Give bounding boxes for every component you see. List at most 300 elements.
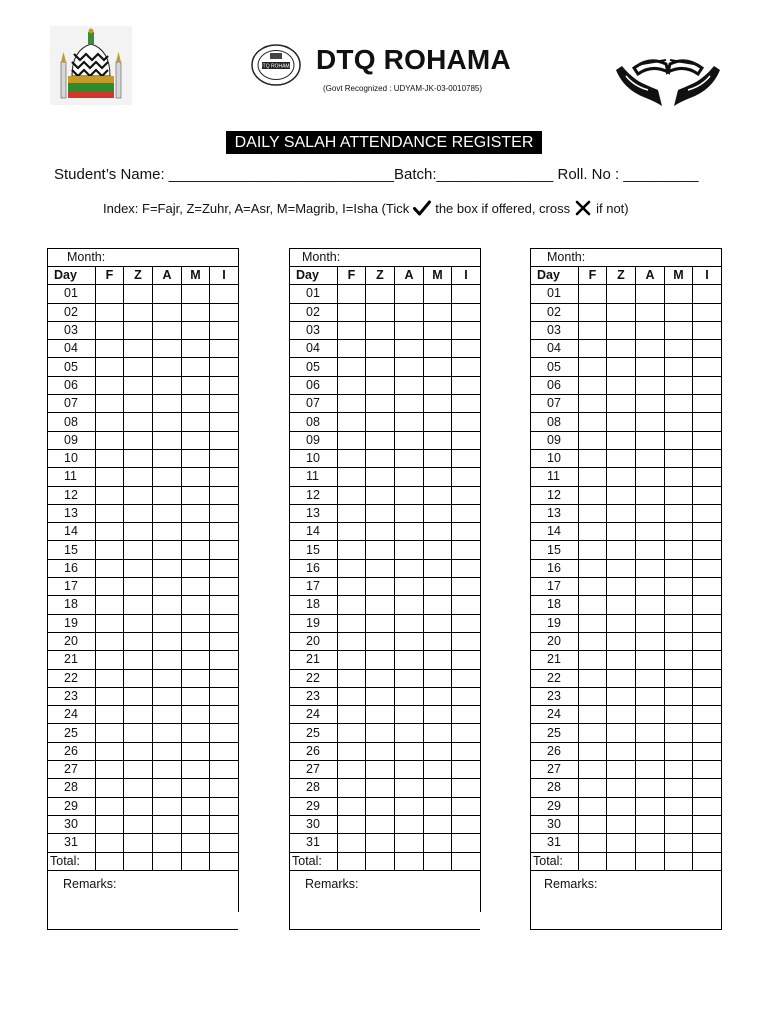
attendance-cell[interactable] <box>366 578 395 596</box>
attendance-cell[interactable] <box>424 742 452 760</box>
attendance-cell[interactable] <box>693 724 722 742</box>
attendance-cell[interactable] <box>153 761 182 779</box>
attendance-cell[interactable] <box>395 834 424 852</box>
attendance-cell[interactable] <box>452 797 481 815</box>
attendance-cell[interactable] <box>210 486 239 504</box>
attendance-cell[interactable] <box>607 376 636 394</box>
attendance-cell[interactable] <box>665 797 693 815</box>
attendance-cell[interactable] <box>153 504 182 522</box>
attendance-cell[interactable] <box>338 779 366 797</box>
attendance-cell[interactable] <box>452 779 481 797</box>
attendance-cell[interactable] <box>210 724 239 742</box>
attendance-cell[interactable] <box>693 486 722 504</box>
attendance-cell[interactable] <box>182 413 210 431</box>
attendance-cell[interactable] <box>182 358 210 376</box>
attendance-cell[interactable] <box>579 413 607 431</box>
attendance-cell[interactable] <box>182 651 210 669</box>
attendance-cell[interactable] <box>579 724 607 742</box>
attendance-cell[interactable] <box>182 761 210 779</box>
attendance-cell[interactable] <box>338 706 366 724</box>
attendance-cell[interactable] <box>124 504 153 522</box>
attendance-cell[interactable] <box>579 559 607 577</box>
attendance-cell[interactable] <box>665 651 693 669</box>
attendance-cell[interactable] <box>636 724 665 742</box>
attendance-cell[interactable] <box>693 559 722 577</box>
attendance-cell[interactable] <box>182 541 210 559</box>
attendance-cell[interactable] <box>395 504 424 522</box>
attendance-cell[interactable] <box>579 541 607 559</box>
attendance-cell[interactable] <box>210 559 239 577</box>
attendance-cell[interactable] <box>665 449 693 467</box>
attendance-cell[interactable] <box>124 614 153 632</box>
attendance-cell[interactable] <box>366 815 395 833</box>
attendance-cell[interactable] <box>338 614 366 632</box>
attendance-cell[interactable] <box>210 797 239 815</box>
attendance-cell[interactable] <box>124 797 153 815</box>
attendance-cell[interactable] <box>607 358 636 376</box>
attendance-cell[interactable] <box>96 797 124 815</box>
attendance-cell[interactable] <box>366 761 395 779</box>
attendance-cell[interactable] <box>636 486 665 504</box>
attendance-cell[interactable] <box>424 321 452 339</box>
attendance-cell[interactable] <box>210 504 239 522</box>
attendance-cell[interactable] <box>452 724 481 742</box>
total-cell[interactable] <box>636 852 665 870</box>
attendance-cell[interactable] <box>210 815 239 833</box>
attendance-cell[interactable] <box>153 651 182 669</box>
attendance-cell[interactable] <box>665 358 693 376</box>
attendance-cell[interactable] <box>124 706 153 724</box>
attendance-cell[interactable] <box>636 468 665 486</box>
total-cell[interactable] <box>366 852 395 870</box>
attendance-cell[interactable] <box>395 413 424 431</box>
attendance-cell[interactable] <box>182 376 210 394</box>
attendance-cell[interactable] <box>96 541 124 559</box>
attendance-cell[interactable] <box>395 541 424 559</box>
attendance-cell[interactable] <box>636 358 665 376</box>
attendance-cell[interactable] <box>153 541 182 559</box>
attendance-cell[interactable] <box>182 797 210 815</box>
attendance-cell[interactable] <box>665 687 693 705</box>
attendance-cell[interactable] <box>636 321 665 339</box>
attendance-cell[interactable] <box>579 285 607 303</box>
attendance-cell[interactable] <box>210 761 239 779</box>
remarks-area[interactable] <box>531 894 720 928</box>
attendance-cell[interactable] <box>338 431 366 449</box>
attendance-cell[interactable] <box>452 596 481 614</box>
attendance-cell[interactable] <box>452 303 481 321</box>
attendance-cell[interactable] <box>636 285 665 303</box>
attendance-cell[interactable] <box>338 395 366 413</box>
attendance-cell[interactable] <box>338 321 366 339</box>
attendance-cell[interactable] <box>366 468 395 486</box>
attendance-cell[interactable] <box>338 376 366 394</box>
attendance-cell[interactable] <box>366 669 395 687</box>
attendance-cell[interactable] <box>366 614 395 632</box>
attendance-cell[interactable] <box>424 669 452 687</box>
attendance-cell[interactable] <box>665 285 693 303</box>
attendance-cell[interactable] <box>338 669 366 687</box>
total-cell[interactable] <box>607 852 636 870</box>
attendance-cell[interactable] <box>424 559 452 577</box>
attendance-cell[interactable] <box>395 706 424 724</box>
attendance-cell[interactable] <box>607 303 636 321</box>
attendance-cell[interactable] <box>607 797 636 815</box>
attendance-cell[interactable] <box>210 651 239 669</box>
total-cell[interactable] <box>579 852 607 870</box>
attendance-cell[interactable] <box>182 614 210 632</box>
attendance-cell[interactable] <box>96 431 124 449</box>
attendance-cell[interactable] <box>665 413 693 431</box>
attendance-cell[interactable] <box>665 541 693 559</box>
attendance-cell[interactable] <box>636 815 665 833</box>
attendance-cell[interactable] <box>338 578 366 596</box>
attendance-cell[interactable] <box>607 706 636 724</box>
attendance-cell[interactable] <box>153 486 182 504</box>
total-cell[interactable] <box>452 852 481 870</box>
attendance-cell[interactable] <box>607 431 636 449</box>
attendance-cell[interactable] <box>579 376 607 394</box>
attendance-cell[interactable] <box>452 285 481 303</box>
attendance-cell[interactable] <box>210 431 239 449</box>
attendance-cell[interactable] <box>395 321 424 339</box>
attendance-cell[interactable] <box>366 632 395 650</box>
attendance-cell[interactable] <box>693 742 722 760</box>
attendance-cell[interactable] <box>395 303 424 321</box>
attendance-cell[interactable] <box>424 651 452 669</box>
attendance-cell[interactable] <box>338 632 366 650</box>
attendance-cell[interactable] <box>338 797 366 815</box>
attendance-cell[interactable] <box>395 724 424 742</box>
attendance-cell[interactable] <box>96 358 124 376</box>
total-cell[interactable] <box>395 852 424 870</box>
attendance-cell[interactable] <box>338 815 366 833</box>
attendance-cell[interactable] <box>124 358 153 376</box>
attendance-cell[interactable] <box>579 468 607 486</box>
attendance-cell[interactable] <box>665 596 693 614</box>
attendance-cell[interactable] <box>579 669 607 687</box>
attendance-cell[interactable] <box>424 303 452 321</box>
attendance-cell[interactable] <box>579 761 607 779</box>
attendance-cell[interactable] <box>395 742 424 760</box>
attendance-cell[interactable] <box>665 761 693 779</box>
attendance-cell[interactable] <box>182 303 210 321</box>
attendance-cell[interactable] <box>182 449 210 467</box>
attendance-cell[interactable] <box>665 376 693 394</box>
attendance-cell[interactable] <box>424 578 452 596</box>
attendance-cell[interactable] <box>338 285 366 303</box>
attendance-cell[interactable] <box>636 779 665 797</box>
attendance-cell[interactable] <box>693 779 722 797</box>
attendance-cell[interactable] <box>153 468 182 486</box>
attendance-cell[interactable] <box>579 321 607 339</box>
attendance-cell[interactable] <box>338 541 366 559</box>
attendance-cell[interactable] <box>452 669 481 687</box>
attendance-cell[interactable] <box>693 303 722 321</box>
attendance-cell[interactable] <box>153 687 182 705</box>
attendance-cell[interactable] <box>366 285 395 303</box>
attendance-cell[interactable] <box>607 321 636 339</box>
attendance-cell[interactable] <box>452 449 481 467</box>
attendance-cell[interactable] <box>124 486 153 504</box>
attendance-cell[interactable] <box>424 815 452 833</box>
attendance-cell[interactable] <box>182 504 210 522</box>
attendance-cell[interactable] <box>96 523 124 541</box>
attendance-cell[interactable] <box>96 395 124 413</box>
attendance-cell[interactable] <box>607 815 636 833</box>
attendance-cell[interactable] <box>452 358 481 376</box>
attendance-cell[interactable] <box>665 834 693 852</box>
attendance-cell[interactable] <box>338 340 366 358</box>
attendance-cell[interactable] <box>636 413 665 431</box>
attendance-cell[interactable] <box>636 632 665 650</box>
attendance-cell[interactable] <box>395 779 424 797</box>
attendance-cell[interactable] <box>607 559 636 577</box>
attendance-cell[interactable] <box>424 340 452 358</box>
attendance-cell[interactable] <box>366 779 395 797</box>
attendance-cell[interactable] <box>366 486 395 504</box>
attendance-cell[interactable] <box>153 358 182 376</box>
attendance-cell[interactable] <box>338 596 366 614</box>
attendance-cell[interactable] <box>124 303 153 321</box>
attendance-cell[interactable] <box>210 687 239 705</box>
attendance-cell[interactable] <box>636 614 665 632</box>
attendance-cell[interactable] <box>693 468 722 486</box>
attendance-cell[interactable] <box>366 395 395 413</box>
attendance-cell[interactable] <box>124 559 153 577</box>
attendance-cell[interactable] <box>424 449 452 467</box>
attendance-cell[interactable] <box>182 395 210 413</box>
attendance-cell[interactable] <box>395 486 424 504</box>
attendance-cell[interactable] <box>636 651 665 669</box>
attendance-cell[interactable] <box>452 376 481 394</box>
attendance-cell[interactable] <box>579 523 607 541</box>
attendance-cell[interactable] <box>153 321 182 339</box>
attendance-cell[interactable] <box>607 413 636 431</box>
attendance-cell[interactable] <box>153 559 182 577</box>
attendance-cell[interactable] <box>153 779 182 797</box>
attendance-cell[interactable] <box>395 285 424 303</box>
attendance-cell[interactable] <box>579 431 607 449</box>
attendance-cell[interactable] <box>424 761 452 779</box>
attendance-cell[interactable] <box>452 395 481 413</box>
attendance-cell[interactable] <box>210 303 239 321</box>
attendance-cell[interactable] <box>210 321 239 339</box>
attendance-cell[interactable] <box>366 523 395 541</box>
attendance-cell[interactable] <box>96 413 124 431</box>
attendance-cell[interactable] <box>636 669 665 687</box>
attendance-cell[interactable] <box>366 340 395 358</box>
attendance-cell[interactable] <box>424 596 452 614</box>
attendance-cell[interactable] <box>182 578 210 596</box>
attendance-cell[interactable] <box>153 376 182 394</box>
attendance-cell[interactable] <box>395 523 424 541</box>
attendance-cell[interactable] <box>693 285 722 303</box>
attendance-cell[interactable] <box>395 449 424 467</box>
attendance-cell[interactable] <box>124 834 153 852</box>
attendance-cell[interactable] <box>124 596 153 614</box>
attendance-cell[interactable] <box>96 834 124 852</box>
attendance-cell[interactable] <box>636 504 665 522</box>
attendance-cell[interactable] <box>607 596 636 614</box>
attendance-cell[interactable] <box>210 779 239 797</box>
attendance-cell[interactable] <box>96 340 124 358</box>
attendance-cell[interactable] <box>607 285 636 303</box>
attendance-cell[interactable] <box>395 669 424 687</box>
attendance-cell[interactable] <box>607 632 636 650</box>
attendance-cell[interactable] <box>153 815 182 833</box>
attendance-cell[interactable] <box>153 413 182 431</box>
attendance-cell[interactable] <box>607 395 636 413</box>
total-cell[interactable] <box>424 852 452 870</box>
attendance-cell[interactable] <box>96 578 124 596</box>
total-cell[interactable] <box>96 852 124 870</box>
attendance-cell[interactable] <box>210 395 239 413</box>
attendance-cell[interactable] <box>124 449 153 467</box>
attendance-cell[interactable] <box>424 724 452 742</box>
attendance-cell[interactable] <box>665 614 693 632</box>
attendance-cell[interactable] <box>182 340 210 358</box>
attendance-cell[interactable] <box>366 724 395 742</box>
attendance-cell[interactable] <box>452 413 481 431</box>
attendance-cell[interactable] <box>636 303 665 321</box>
total-cell[interactable] <box>182 852 210 870</box>
attendance-cell[interactable] <box>424 413 452 431</box>
attendance-cell[interactable] <box>153 303 182 321</box>
attendance-cell[interactable] <box>665 321 693 339</box>
attendance-cell[interactable] <box>182 431 210 449</box>
attendance-cell[interactable] <box>395 797 424 815</box>
attendance-cell[interactable] <box>124 285 153 303</box>
attendance-cell[interactable] <box>452 614 481 632</box>
attendance-cell[interactable] <box>452 632 481 650</box>
attendance-cell[interactable] <box>96 303 124 321</box>
attendance-cell[interactable] <box>424 523 452 541</box>
attendance-cell[interactable] <box>424 468 452 486</box>
attendance-cell[interactable] <box>636 687 665 705</box>
attendance-cell[interactable] <box>607 504 636 522</box>
attendance-cell[interactable] <box>210 285 239 303</box>
attendance-cell[interactable] <box>96 376 124 394</box>
attendance-cell[interactable] <box>579 340 607 358</box>
attendance-cell[interactable] <box>338 724 366 742</box>
attendance-cell[interactable] <box>665 486 693 504</box>
attendance-cell[interactable] <box>424 797 452 815</box>
attendance-cell[interactable] <box>366 413 395 431</box>
attendance-cell[interactable] <box>124 815 153 833</box>
attendance-cell[interactable] <box>607 742 636 760</box>
attendance-cell[interactable] <box>665 578 693 596</box>
attendance-cell[interactable] <box>124 632 153 650</box>
attendance-cell[interactable] <box>579 834 607 852</box>
attendance-cell[interactable] <box>665 468 693 486</box>
attendance-cell[interactable] <box>579 614 607 632</box>
attendance-cell[interactable] <box>665 340 693 358</box>
attendance-cell[interactable] <box>96 687 124 705</box>
total-cell[interactable] <box>153 852 182 870</box>
attendance-cell[interactable] <box>124 779 153 797</box>
attendance-cell[interactable] <box>607 779 636 797</box>
attendance-cell[interactable] <box>452 541 481 559</box>
attendance-cell[interactable] <box>693 578 722 596</box>
attendance-cell[interactable] <box>96 559 124 577</box>
attendance-cell[interactable] <box>452 340 481 358</box>
attendance-cell[interactable] <box>366 651 395 669</box>
attendance-cell[interactable] <box>210 706 239 724</box>
attendance-cell[interactable] <box>210 449 239 467</box>
attendance-cell[interactable] <box>636 596 665 614</box>
attendance-cell[interactable] <box>153 285 182 303</box>
attendance-cell[interactable] <box>579 358 607 376</box>
attendance-cell[interactable] <box>210 468 239 486</box>
attendance-cell[interactable] <box>395 559 424 577</box>
attendance-cell[interactable] <box>96 669 124 687</box>
attendance-cell[interactable] <box>636 761 665 779</box>
attendance-cell[interactable] <box>452 486 481 504</box>
attendance-cell[interactable] <box>452 578 481 596</box>
attendance-cell[interactable] <box>153 742 182 760</box>
attendance-cell[interactable] <box>452 815 481 833</box>
attendance-cell[interactable] <box>395 596 424 614</box>
attendance-cell[interactable] <box>579 706 607 724</box>
attendance-cell[interactable] <box>452 834 481 852</box>
attendance-cell[interactable] <box>693 651 722 669</box>
attendance-cell[interactable] <box>96 614 124 632</box>
attendance-cell[interactable] <box>579 395 607 413</box>
attendance-cell[interactable] <box>665 303 693 321</box>
attendance-cell[interactable] <box>665 632 693 650</box>
attendance-cell[interactable] <box>124 321 153 339</box>
attendance-cell[interactable] <box>693 761 722 779</box>
attendance-cell[interactable] <box>395 376 424 394</box>
attendance-cell[interactable] <box>153 797 182 815</box>
attendance-cell[interactable] <box>636 340 665 358</box>
attendance-cell[interactable] <box>338 651 366 669</box>
attendance-cell[interactable] <box>338 687 366 705</box>
attendance-cell[interactable] <box>395 761 424 779</box>
attendance-cell[interactable] <box>395 578 424 596</box>
attendance-cell[interactable] <box>665 669 693 687</box>
attendance-cell[interactable] <box>338 486 366 504</box>
attendance-cell[interactable] <box>182 779 210 797</box>
attendance-cell[interactable] <box>124 578 153 596</box>
attendance-cell[interactable] <box>124 761 153 779</box>
attendance-cell[interactable] <box>665 559 693 577</box>
attendance-cell[interactable] <box>424 541 452 559</box>
attendance-cell[interactable] <box>693 504 722 522</box>
attendance-cell[interactable] <box>693 541 722 559</box>
attendance-cell[interactable] <box>366 303 395 321</box>
attendance-cell[interactable] <box>395 632 424 650</box>
attendance-cell[interactable] <box>153 669 182 687</box>
attendance-cell[interactable] <box>395 614 424 632</box>
attendance-cell[interactable] <box>665 395 693 413</box>
attendance-cell[interactable] <box>693 431 722 449</box>
remarks-area[interactable] <box>290 894 479 928</box>
attendance-cell[interactable] <box>665 779 693 797</box>
attendance-cell[interactable] <box>366 687 395 705</box>
attendance-cell[interactable] <box>636 797 665 815</box>
attendance-cell[interactable] <box>182 486 210 504</box>
attendance-cell[interactable] <box>452 321 481 339</box>
attendance-cell[interactable] <box>210 834 239 852</box>
attendance-cell[interactable] <box>452 651 481 669</box>
attendance-cell[interactable] <box>124 413 153 431</box>
attendance-cell[interactable] <box>338 413 366 431</box>
attendance-cell[interactable] <box>665 523 693 541</box>
attendance-cell[interactable] <box>607 761 636 779</box>
attendance-cell[interactable] <box>96 321 124 339</box>
